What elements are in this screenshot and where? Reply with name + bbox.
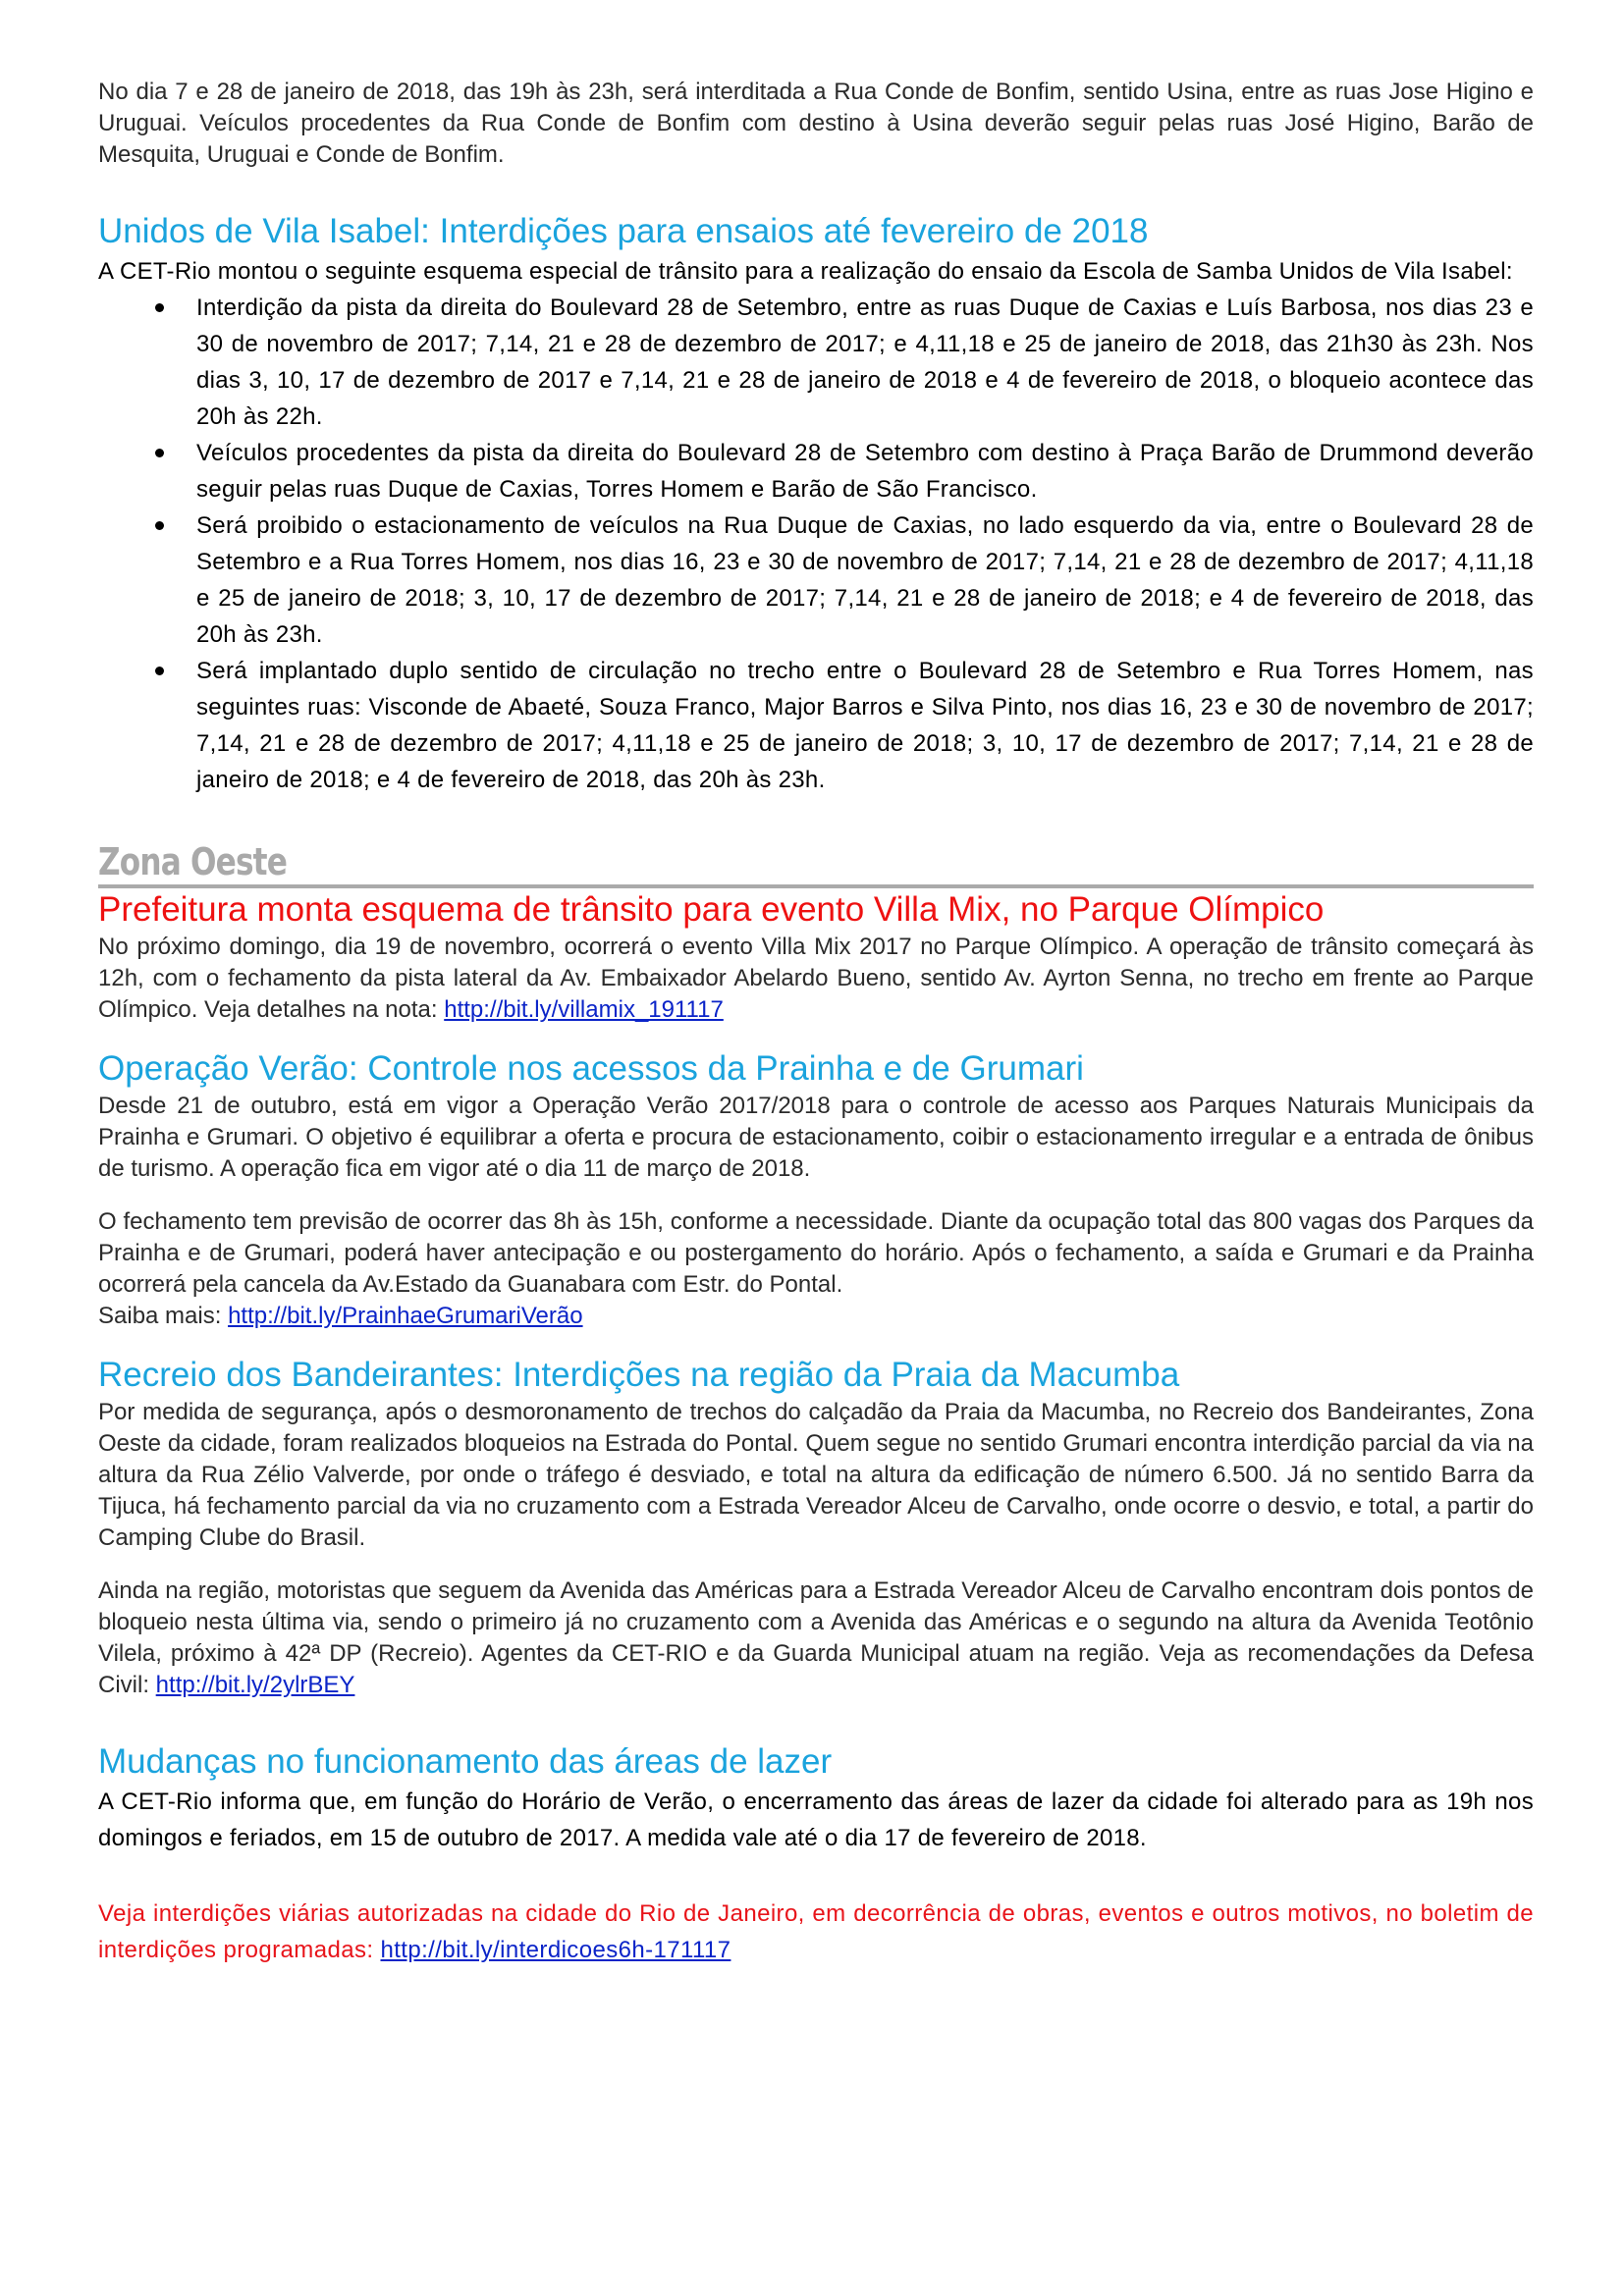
saiba-mais-label: Saiba mais: — [98, 1303, 229, 1329]
lazer-paragraph: A CET-Rio informa que, em função do Horário de Verão, o encerramento das áreas de lazer da cidade foi alterado para as 19h nos domingos e feriados, em 15 de outubro de 2017. A medida vale até o dia 17 de fevereiro de 2018. — [98, 1789, 1534, 1851]
operacao-verao-paragraph-2: O fechamento tem previsão de ocorrer das 8h às 15h, conforme a necessidade. Diante da ocupação total das 800 vagas dos Parques da Prainha e de Grumari, poderá haver antecipação e ou postergamento do horário. Após o fechamento, a saída e Grumari e da Prainha ocorrerá pela cancela da Av.Estado da Guanabara com Estr. do Pontal. — [98, 1208, 1534, 1298]
bullet-item — [98, 290, 1534, 435]
villa-mix-link[interactable]: http://bit.ly/villamix_191117 — [444, 996, 724, 1023]
document-page — [98, 77, 1534, 1968]
heading-recreio: Recreio dos Bandeirantes: Interdições na região da Praia da Macumba — [98, 1356, 1180, 1394]
bullet-icon — [155, 667, 164, 675]
intro-paragraph: No dia 7 e 28 de janeiro de 2018, das 19h às 23h, será interditada a Rua Conde de Bonfim, sentido Usina, entre as ruas Jose Higino e Uruguai. Veículos procedentes da Rua Conde de Bonfim com destino à Usina deverão seguir pelas ruas José Higino, Barão de Mesquita, Uruguai e Conde de Bonfim. — [98, 79, 1534, 168]
bullet-icon — [155, 303, 164, 312]
bullet-item — [98, 507, 1534, 653]
recreio-paragraph-2 — [98, 1575, 1534, 1701]
zone-title: Zona Oeste — [98, 840, 288, 883]
recreio-paragraph-1: Por medida de segurança, após o desmoronamento de trechos do calçadão da Praia da Macumba, no Recreio dos Bandeirantes, Zona Oeste da cidade, foram realizados bloqueios na Estrada do Pontal. Quem segue no sentido Grumari encontra interdição parcial da via na altura da Rua Zélio Valverde, por onde o tráfego é desviado, e total na altura da edificação de número 6.500. Já no sentido Barra da Tijuca, há fechamento parcial da via no cruzamento com a Estrada Vereador Alceu de Carvalho, onde ocorre o desvio, e total, a partir do Camping Clube do Brasil. — [98, 1399, 1534, 1551]
vila-isabel-lead: A CET-Rio montou o seguinte esquema especial de trânsito para a realização do ensaio da Escola de Samba Unidos de Vila Isabel: — [98, 258, 1513, 285]
villa-mix-text: No próximo domingo, dia 19 de novembro, ocorrerá o evento Villa Mix 2017 no Parque Olímpico. A operação de trânsito começará às 12h, com o fechamento da pista lateral da Av. Embaixador Abelardo Bueno, sentido Av. Ayrton Senna, no trecho em frente ao Parque Olímpico. Veja detalhes na nota: — [98, 934, 1534, 1023]
vila-isabel-bullet-list — [98, 290, 1534, 798]
bullet-icon — [155, 449, 164, 457]
bullet-text: Será proibido o estacionamento de veículos na Rua Duque de Caxias, no lado esquerdo da via, entre o Boulevard 28 de Setembro e a Rua Torres Homem, nos dias 16, 23 e 30 de novembro de 2017; 7,14, 21 e 28 de dezembro de 2017; 4,11,18 e 25 de janeiro de 2018; 3, 10, 17 de dezembro de 2017; 7,14, 21 e 28 de janeiro de 2018; e 4 de fevereiro de 2018, das 20h às 23h. — [196, 512, 1534, 648]
bullet-item — [98, 435, 1534, 507]
villa-mix-paragraph — [98, 932, 1534, 1026]
bullet-text: Interdição da pista da direita do Boulevard 28 de Setembro, entre as ruas Duque de Caxias e Luís Barbosa, nos dias 23 e 30 de novembro de 2017; 7,14, 21 e 28 de dezembro de 2017; e 4,11,18 e 25 de janeiro de 2018, das 21h30 às 23h. Nos dias 3, 10, 17 de dezembro de 2017 e 7,14, 21 e 28 de janeiro de 2018 e 4 de fevereiro de 2018, o bloqueio acontece das 20h às 22h. — [196, 294, 1534, 430]
footer-note-text: Veja interdições viárias autorizadas na cidade do Rio de Janeiro, em decorrência de obras, eventos e outros motivos, no boletim de interdições programadas: — [98, 1900, 1534, 1963]
section-zona-oeste — [98, 841, 1534, 1968]
bullet-item — [98, 653, 1534, 798]
heading-villa-mix: Prefeitura monta esquema de trânsito para evento Villa Mix, no Parque Olímpico — [98, 890, 1325, 929]
operacao-verao-more — [98, 1301, 1534, 1332]
bullet-icon — [155, 521, 164, 530]
footer-note — [98, 1896, 1534, 1968]
interdicoes-link[interactable]: http://bit.ly/interdicoes6h-171117 — [380, 1937, 731, 1963]
heading-vila-isabel: Unidos de Vila Isabel: Interdições para ensaios até fevereiro de 2018 — [98, 212, 1149, 250]
defesa-civil-link[interactable]: http://bit.ly/2ylrBEY — [155, 1672, 355, 1698]
operacao-verao-link[interactable]: http://bit.ly/PrainhaeGrumariVerão — [228, 1303, 583, 1329]
heading-lazer: Mudanças no funcionamento das áreas de lazer — [98, 1742, 833, 1781]
recreio-text: Ainda na região, motoristas que seguem da Avenida das Américas para a Estrada Vereador Alceu de Carvalho encontram dois pontos de bloqueio nesta última via, sendo o primeiro já no cruzamento com a Avenida das Américas e o segundo na altura da Avenida Teotônio Vilela, próximo à 42ª DP (Recreio). Agentes da CET-RIO e da Guarda Municipal atuam na região. Veja as recomendações da Defesa Civil: — [98, 1577, 1534, 1698]
heading-operacao-verao: Operação Verão: Controle nos acessos da Prainha e de Grumari — [98, 1049, 1084, 1088]
bullet-text: Veículos procedentes da pista da direita do Boulevard 28 de Setembro com destino à Praça Barão de Drummond deverão seguir pelas ruas Duque de Caxias, Torres Homem e Barão de São Francisco. — [196, 440, 1534, 503]
operacao-verao-paragraph-1: Desde 21 de outubro, está em vigor a Operação Verão 2017/2018 para o controle de acesso aos Parques Naturais Municipais da Prainha e Grumari. O objetivo é equilibrar a oferta e procura de estacionamento, coibir o estacionamento irregular e a entrada de ônibus de turismo. A operação fica em vigor até o dia 11 de março de 2018. — [98, 1093, 1534, 1182]
section-vila-isabel — [98, 210, 1534, 798]
bullet-text: Será implantado duplo sentido de circulação no trecho entre o Boulevard 28 de Setembro e Rua Torres Homem, nas seguintes ruas: Visconde de Abaeté, Souza Franco, Major Barros e Silva Pinto, nos dias 16, 23 e 30 de novembro de 2017; 7,14, 21 e 28 de dezembro de 2017; 4,11,18 e 25 de janeiro de 2018; 3, 10, 17 de dezembro de 2017; 7,14, 21 e 28 de janeiro de 2018; e 4 de fevereiro de 2018, das 20h às 23h. — [196, 658, 1534, 793]
